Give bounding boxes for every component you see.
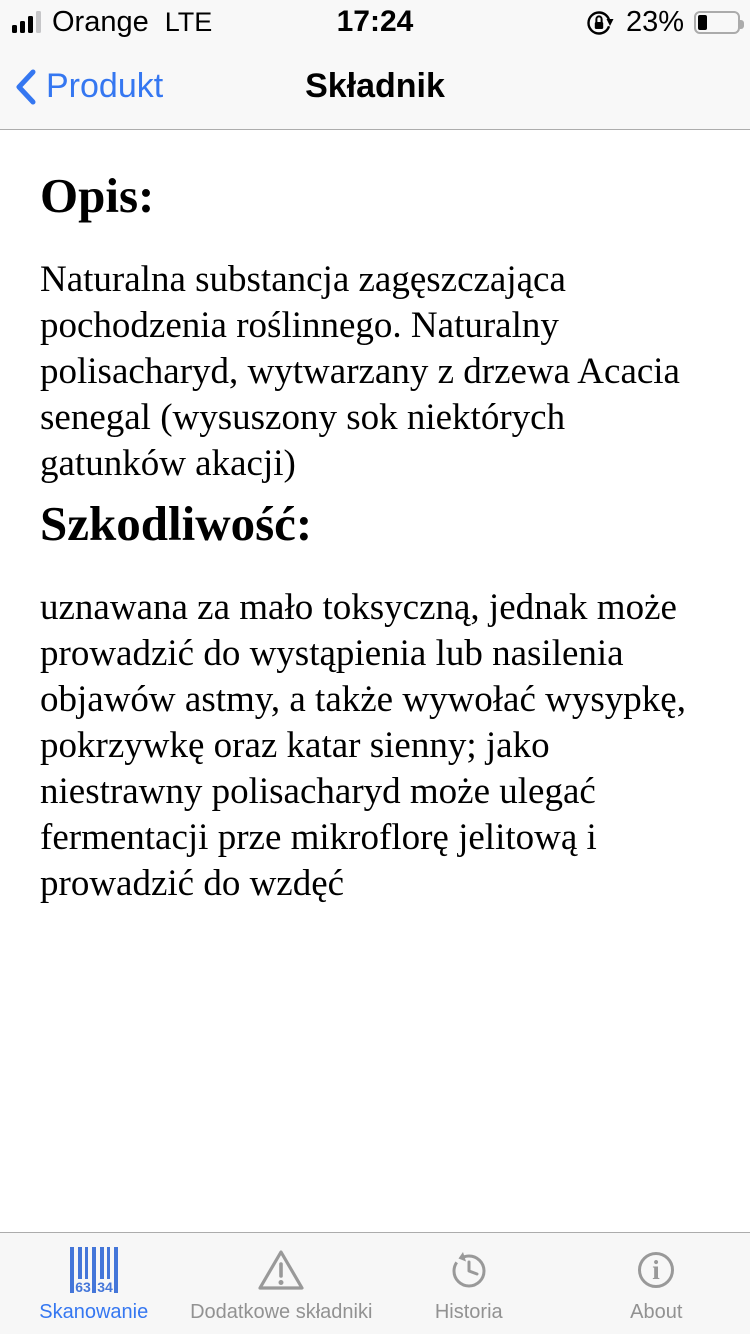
status-bar-time: 17:24 — [336, 5, 414, 38]
tab-bar — [0, 1232, 750, 1334]
page-title: Składnik — [305, 67, 445, 105]
info-circle-icon — [632, 1242, 680, 1298]
nav-bar — [0, 44, 750, 130]
warning-triangle-icon — [257, 1242, 305, 1298]
tab-label-about: About — [630, 1301, 683, 1323]
barcode-icon — [69, 1242, 119, 1298]
tab-label-dodatkowe-skladniki: Dodatkowe składniki — [190, 1301, 373, 1323]
status-bar — [0, 0, 750, 44]
tab-historia[interactable] — [375, 1233, 563, 1334]
tab-dodatkowe-skladniki[interactable] — [188, 1233, 376, 1334]
svg-text:i: i — [652, 1255, 661, 1285]
carrier-label: Orange — [52, 5, 149, 38]
section-heading-szkodliwosc: Szkodliwość: — [40, 496, 313, 551]
battery-nub — [740, 20, 744, 29]
tab-skanowanie[interactable] — [0, 1233, 188, 1334]
battery-icon — [694, 11, 740, 34]
section-body-szkodliwosc: uznawana za mało toksyczną, jednak może prowadzić do wystąpienia lub nasilenia objawów astmy, a także wywołać wysypkę, pokrzywkę oraz katar sienny; jako niestrawny polisacharyd może ulegać fermentacji prze mikroflorę jelitową i prowadzić do wzdęć — [40, 587, 686, 904]
network-type-label: LTE — [164, 6, 213, 37]
tab-label-skanowanie: Skanowanie — [39, 1301, 149, 1323]
section-heading-opis: Opis: — [40, 168, 155, 223]
svg-text:34: 34 — [96, 1279, 113, 1294]
back-button-label: Produkt — [46, 67, 164, 105]
section-body-opis: Naturalna substancja zagęszczająca pochodzenia roślinnego. Naturalny polisacharyd, wytwarzany z drzewa Acacia senegal (wysuszony sok niektórych gatunków akacji) — [40, 259, 680, 484]
svg-text:63: 63 — [74, 1279, 91, 1294]
tab-label-historia: Historia — [434, 1301, 503, 1323]
rotation-lock-icon — [584, 6, 616, 38]
tab-about[interactable] — [563, 1233, 750, 1334]
status-bar-right — [584, 0, 740, 44]
history-clock-icon — [444, 1242, 494, 1298]
ingredient-detail — [0, 130, 750, 1232]
battery-percent-label: 23% — [625, 5, 684, 38]
battery-fill — [698, 15, 707, 30]
